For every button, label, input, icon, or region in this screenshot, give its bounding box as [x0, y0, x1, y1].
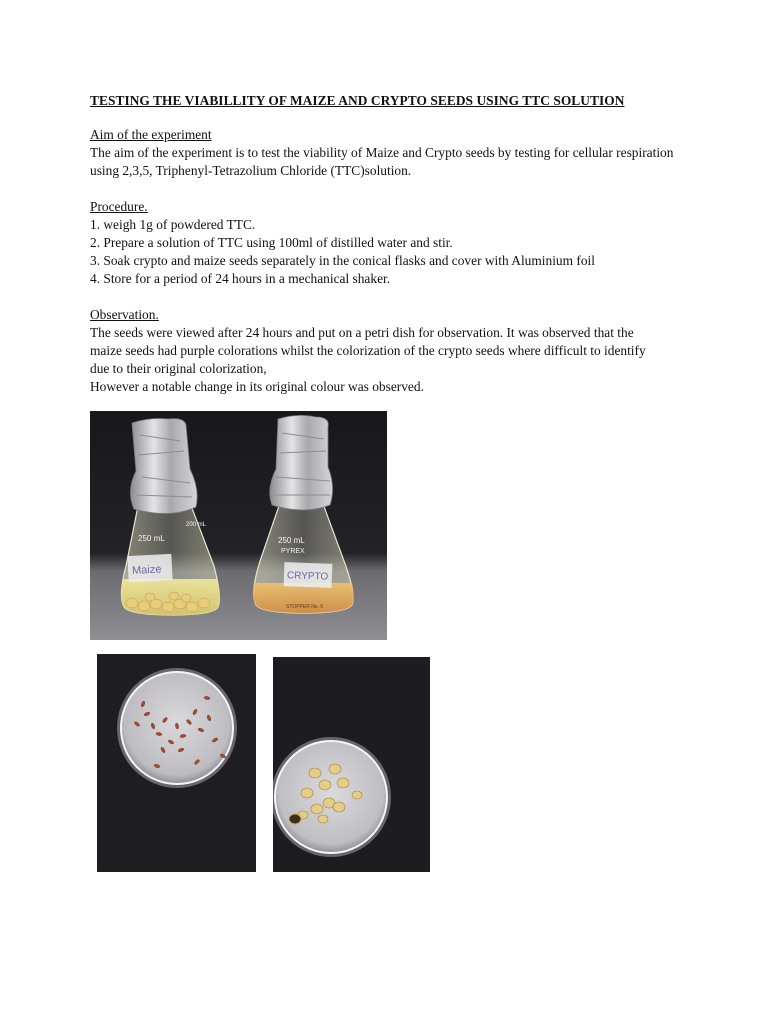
aim-heading: Aim of the experiment [90, 127, 212, 142]
procedure-step: 3. Soak crypto and maize seeds separately in the conical flasks and cover with Aluminium foil [90, 253, 595, 268]
observation-line: The seeds were viewed after 24 hours and put on a petri dish for observation. It was observed that the [90, 325, 634, 340]
procedure-heading: Procedure. [90, 199, 148, 214]
observation-line: due to their original colorization, [90, 361, 267, 376]
observation-heading: Observation. [90, 307, 159, 322]
left-flask-volume: 250 mL [138, 534, 165, 543]
procedure-step: 1. weigh 1g of powdered TTC. [90, 217, 256, 232]
right-flask-stopper: STOPPER No. 6 [286, 604, 324, 610]
crypto-flask-label: CRYPTO [286, 570, 329, 583]
flasks-photo [90, 411, 387, 640]
observation-line: However a notable change in its original colour was observed. [90, 379, 424, 394]
document-title: TESTING THE VIABILLITY OF MAIZE AND CRYPTO SEEDS USING TTC SOLUTION [90, 93, 625, 108]
observation-section [90, 306, 690, 396]
aim-section [90, 126, 690, 180]
maize-seeds-photo [273, 657, 430, 872]
procedure-section [90, 198, 690, 288]
left-flask-grad: 200 mL [186, 522, 207, 528]
procedure-step: 4. Store for a period of 24 hours in a mechanical shaker. [90, 271, 391, 286]
procedure-list [90, 216, 690, 288]
maize-flask-label: Maize [131, 563, 162, 577]
right-flask-brand: PYREX [281, 548, 305, 555]
petri-dish [273, 737, 391, 857]
dark-seed [289, 814, 301, 824]
procedure-step: 2. Prepare a solution of TTC using 100ml of distilled water and stir. [90, 235, 453, 250]
crypto-seeds-photo [97, 654, 256, 872]
right-flask-volume: 250 mL [278, 536, 305, 545]
aim-text: The aim of the experiment is to test the viability of Maize and Crypto seeds by testing for cellular respiration using 2,3,5, Triphenyl-Tetrazolium Chloride (TTC)solution. [90, 145, 674, 178]
document-body [90, 92, 690, 414]
observation-line: maize seeds had purple colorations whilst the colorization of the crypto seeds where difficult to identify [90, 343, 646, 358]
